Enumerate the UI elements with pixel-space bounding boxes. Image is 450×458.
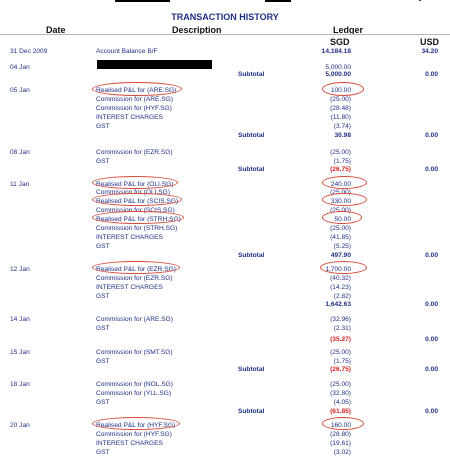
highlight-oval: [92, 261, 180, 274]
table-row: [0, 164, 450, 175]
row-sgd-amount: (25.00): [330, 96, 351, 103]
table-row: [0, 250, 450, 261]
row-sgd-amount: (25.00): [330, 381, 351, 388]
highlight-oval: [92, 82, 182, 96]
row-usd-amount: 0.00: [425, 132, 438, 139]
row-date: 08 Jan: [10, 149, 30, 156]
row-date: 04 Jan: [10, 64, 30, 71]
row-description: Commission for (HYF.SG): [96, 431, 172, 438]
row-usd-amount: 0.00: [425, 366, 438, 373]
row-usd-amount: 0.00: [425, 71, 438, 78]
row-date: 12 Jan: [10, 266, 30, 273]
row-usd-amount: 0.00: [425, 336, 438, 343]
statement-top-line: [0, 0, 450, 5]
row-usd-amount: 0.00: [425, 252, 438, 259]
row-sgd-amount: (14.23): [330, 284, 351, 291]
row-sgd-amount: (19.61): [330, 440, 351, 447]
usd-column-header: USD: [420, 37, 440, 47]
row-subtotal-label: Subtotal: [238, 166, 265, 173]
row-description: INTEREST CHARGES: [96, 114, 163, 121]
row-sgd-amount: 5,000.00: [325, 64, 351, 71]
row-description: Commission for (SMT.SG): [96, 349, 173, 356]
row-sgd-amount: (11.80): [330, 114, 351, 121]
row-description: Commission for (ARE.SG): [96, 96, 173, 103]
highlight-oval: [92, 417, 180, 430]
client-name-label: [2, 0, 60, 1]
table-row: [0, 447, 450, 458]
table-row: [0, 406, 450, 417]
row-sgd-amount: 14,184.18: [321, 48, 351, 55]
row-sgd-amount: (3.74): [333, 123, 351, 130]
highlight-oval: [322, 193, 367, 206]
highlight-oval: [92, 176, 178, 189]
date-column-header: Date: [46, 25, 66, 35]
row-date: 31 Dec 2009: [10, 48, 48, 55]
row-sgd-amount: 30.98: [334, 132, 351, 139]
row-subtotal-label: Subtotal: [238, 252, 265, 259]
row-description: Account Balance B/F: [96, 48, 158, 55]
redacted-client-name: [115, 0, 170, 2]
highlight-oval: [322, 417, 364, 430]
row-description: GST: [96, 358, 110, 365]
highlight-oval: [320, 261, 367, 274]
row-description: INTEREST CHARGES: [96, 234, 163, 241]
row-sgd-amount: 5,000.00: [325, 71, 351, 78]
redacted-client-code: [265, 0, 291, 2]
row-description: Commission for (SCIS.SG): [96, 207, 175, 214]
table-row: [0, 364, 450, 375]
statement-period: [315, 0, 446, 1]
highlight-oval: [322, 82, 364, 96]
row-subtotal-label: Subtotal: [238, 71, 265, 78]
row-sgd-amount: 240.00: [330, 181, 351, 188]
table-row: [0, 46, 450, 57]
row-date: 18 Jan: [10, 381, 30, 388]
row-sgd-amount: (40.32): [330, 275, 351, 282]
client-code-label: [190, 0, 246, 1]
row-subtotal-label: Subtotal: [238, 408, 265, 415]
row-description: Commission for (OLI.SG): [96, 189, 171, 196]
row-sgd-amount: (35.27): [330, 336, 351, 343]
row-sgd-amount: (3.02): [333, 449, 351, 456]
row-description: Commission for (STRH.SG): [96, 225, 178, 232]
row-description: Realised P&L for (SCIS.SG): [96, 198, 179, 205]
row-sgd-amount: (1.75): [333, 158, 351, 165]
row-sgd-amount: (25.00): [330, 349, 351, 356]
row-sgd-amount: (26.75): [330, 166, 351, 173]
row-sgd-amount: (2.31): [333, 325, 351, 332]
row-subtotal-label: Subtotal: [238, 366, 265, 373]
row-sgd-amount: (61.85): [330, 408, 351, 415]
row-description: GST: [96, 325, 110, 332]
highlight-oval: [322, 176, 367, 189]
row-sgd-amount: (5.25): [333, 243, 351, 250]
row-usd-amount: 0.00: [425, 166, 438, 173]
row-sgd-amount: (25.00): [330, 225, 351, 232]
row-sgd-amount: (26.75): [330, 366, 351, 373]
row-description: Realised P&L for (STRH.SG): [96, 216, 181, 223]
description-column-header: Description: [172, 25, 222, 35]
table-row: [0, 130, 450, 141]
row-description: Realised P&L for (EZR.SG): [96, 266, 177, 273]
row-sgd-amount: 160.00: [330, 422, 351, 429]
row-description: GST: [96, 449, 110, 456]
row-sgd-amount: (32.80): [330, 390, 351, 397]
row-description: GST: [96, 293, 110, 300]
row-sgd-amount: 100.00: [330, 87, 351, 94]
row-sgd-amount: (25.00): [330, 207, 351, 214]
row-usd-amount: 34.20: [421, 48, 438, 55]
table-row: [0, 299, 450, 310]
row-description: INTEREST CHARGES: [96, 440, 163, 447]
row-date: 15 Jan: [10, 349, 30, 356]
row-description: INTEREST CHARGES: [96, 284, 163, 291]
row-sgd-amount: (28.80): [330, 431, 351, 438]
row-description: GST: [96, 243, 110, 250]
row-date: 14 Jan: [10, 316, 30, 323]
row-description: Commission for (YLL.SG): [96, 390, 172, 397]
sgd-column-header: SGD: [330, 37, 350, 47]
highlight-oval: [92, 211, 184, 224]
row-description: GST: [96, 158, 110, 165]
highlight-oval: [322, 211, 362, 224]
redacted-description: [97, 60, 212, 69]
row-sgd-amount: (41.85): [330, 234, 351, 241]
row-description: Commission for (ARE.SG): [96, 316, 173, 323]
row-description: GST: [96, 399, 110, 406]
row-sgd-amount: (1.75): [333, 358, 351, 365]
row-description: Commission for (EZR.SG): [96, 275, 173, 282]
row-sgd-amount: 50.00: [334, 216, 351, 223]
row-description: Commission for (HYF.SG): [96, 105, 172, 112]
row-description: Realised P&L for (OLI.SG): [96, 181, 174, 188]
row-usd-amount: 0.00: [425, 408, 438, 415]
row-subtotal-label: Subtotal: [238, 132, 265, 139]
row-date: 05 Jan: [10, 87, 30, 94]
page-title: TRANSACTION HISTORY: [171, 12, 279, 22]
table-row: [0, 323, 450, 334]
row-description: Realised P&L for (ARE.SG): [96, 87, 177, 94]
row-sgd-amount: (25.00): [330, 189, 351, 196]
row-description: Realised P&L for (HYF.SG): [96, 422, 176, 429]
table-row: [0, 334, 450, 345]
row-sgd-amount: (32.96): [330, 316, 351, 323]
row-sgd-amount: 1,700.00: [325, 266, 351, 273]
row-description: GST: [96, 123, 110, 130]
row-sgd-amount: (28.48): [330, 105, 351, 112]
highlight-oval: [92, 193, 182, 206]
row-date: 20 Jan: [10, 422, 30, 429]
row-sgd-amount: (4.05): [333, 399, 351, 406]
row-sgd-amount: 1,642.63: [325, 301, 351, 308]
row-sgd-amount: (2.82): [333, 293, 351, 300]
row-usd-amount: 0.00: [425, 301, 438, 308]
ledger-column-header: Ledger: [333, 25, 364, 35]
row-description: Commission for (EZR.SG): [96, 149, 173, 156]
header-divider: [0, 34, 450, 35]
row-sgd-amount: (25.00): [330, 149, 351, 156]
row-date: 11 Jan: [10, 181, 30, 188]
table-row: [0, 69, 450, 80]
row-sgd-amount: 497.90: [330, 252, 351, 259]
row-description: Commission for (NOL.SG): [96, 381, 173, 388]
row-sgd-amount: 330.00: [330, 198, 351, 205]
